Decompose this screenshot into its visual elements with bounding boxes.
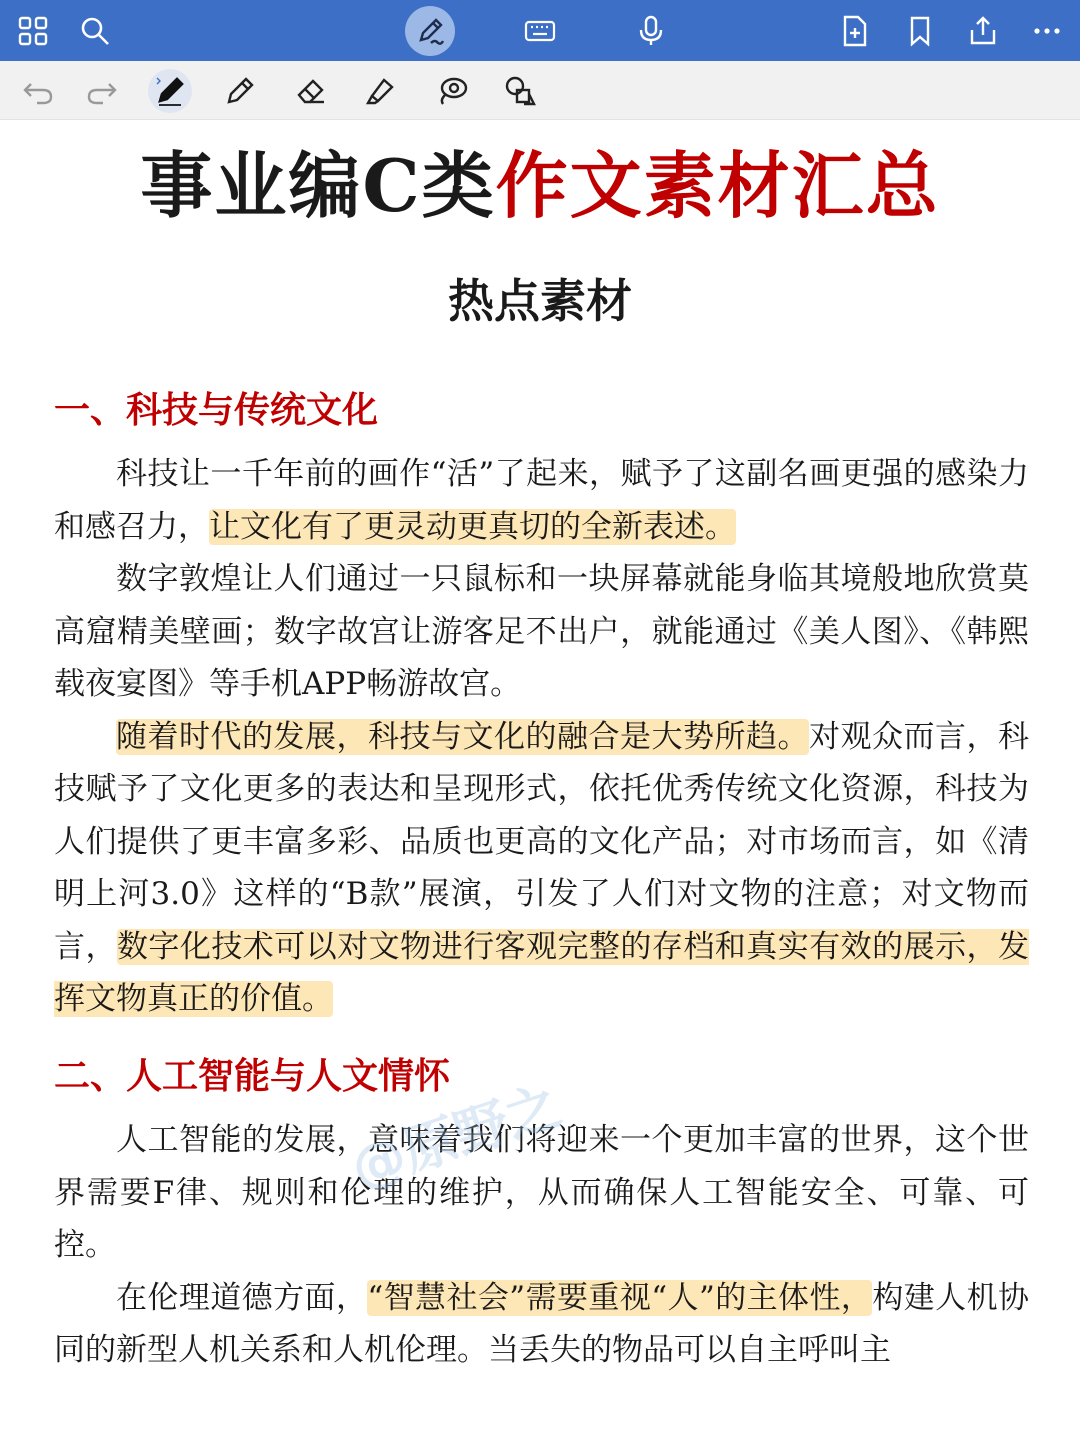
paragraph: 在伦理道德方面，“智慧社会”需要重视“人”的主体性，构建人机协同的新型人机关系和人机伦理。当丢失的物品可以自主呼叫主	[54, 1279, 1029, 1368]
search-icon[interactable]	[70, 6, 120, 56]
paragraph: 科技让一千年前的画作“活”了起来，赋予了这副名画更强的感染力和感召力，让文化有了更灵动更真切的全新表述。	[54, 456, 1029, 545]
paragraph: 人工智能的发展，意味着我们将迎来一个更加丰富的世界，这个世界需要F律、规则和伦理的维护，从而确保人工智能安全、可靠、可控。	[54, 1122, 1029, 1263]
highlighter-icon[interactable]	[358, 69, 402, 113]
section-heading: 二、人工智能与人文情怀	[54, 1055, 451, 1097]
section-1-body	[54, 448, 1029, 1026]
title-red-part: 作文素材汇总	[495, 143, 940, 228]
highlighted-text: “智慧社会”需要重视“人”的主体性，	[367, 1279, 873, 1316]
document-subtitle: 热点素材	[448, 274, 632, 328]
watermark: @原野之	[343, 1073, 569, 1201]
shapes-icon[interactable]	[498, 69, 542, 113]
title-black-part: 事业编C类	[140, 143, 496, 228]
bluetooth-pen-icon[interactable]	[148, 69, 192, 113]
grid-icon[interactable]	[8, 6, 58, 56]
highlighted-text: 随着时代的发展，科技与文化的融合是大势所趋。	[116, 718, 809, 755]
section-heading: 一、科技与传统文化	[54, 389, 379, 431]
share-icon[interactable]	[958, 6, 1008, 56]
keyboard-icon[interactable]	[515, 6, 565, 56]
drawing-toolbar	[0, 61, 1080, 120]
paragraph: 数字敦煌让人们通过一只鼠标和一块屏幕就能身临其境般地欣赏莫高窟精美壁画；数字故宫让游客足不出户，就能通过《美人图》、《韩熙载夜宴图》等手机APP畅游故宫。	[54, 561, 1029, 702]
document-page	[0, 120, 1080, 1440]
paragraph: 随着时代的发展，科技与文化的融合是大势所趋。对观众而言，科技赋予了文化更多的表达和呈现形式，依托优秀传统文化资源，科技为人们提供了更丰富多彩、品质也更高的文化产品；对市场而言，如《清明上河3.0》这样的“B款”展演，引发了人们对文物的注意；对文物而言，数字化技术可以对文物进行客观完整的存档和真实有效的展示，发挥文物真正的价值。	[54, 718, 1030, 1017]
pen-edit-icon[interactable]	[405, 6, 455, 56]
section-2-body	[54, 1114, 1029, 1377]
redo-icon[interactable]	[80, 69, 124, 113]
app-top-bar	[0, 0, 1080, 61]
microphone-icon[interactable]	[626, 6, 676, 56]
highlighted-text: 数字化技术可以对文物进行客观完整的存档和真实有效的展示，发挥文物真正的价值。	[54, 928, 1030, 1017]
undo-icon[interactable]	[16, 69, 60, 113]
more-icon[interactable]	[1022, 6, 1072, 56]
add-page-icon[interactable]	[830, 6, 880, 56]
document-title	[0, 143, 1080, 228]
pencil-icon[interactable]	[218, 69, 262, 113]
eraser-icon[interactable]	[289, 69, 333, 113]
bookmark-icon[interactable]	[895, 6, 945, 56]
highlighted-text: 让文化有了更灵动更真切的全新表述。	[209, 508, 736, 545]
lasso-icon[interactable]	[430, 69, 474, 113]
